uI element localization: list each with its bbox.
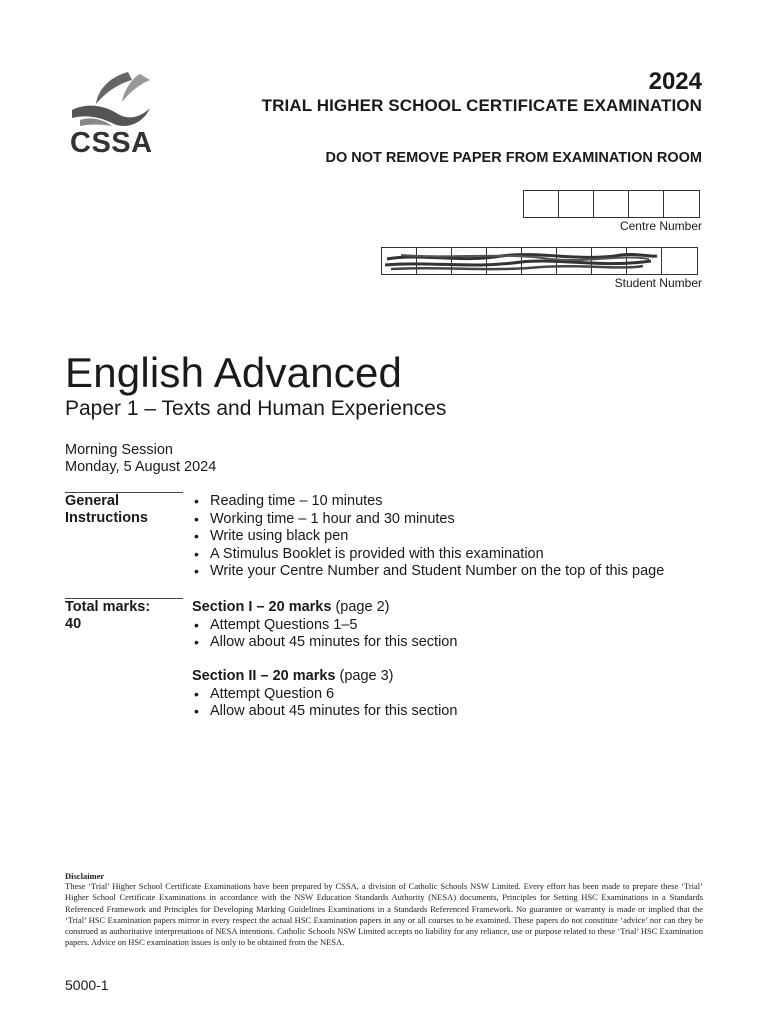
list-item: • Allow about 45 minutes for this section [192,634,457,652]
centre-number-label: Centre Number [619,219,702,233]
section-2 [192,668,457,721]
disclaimer-body: These ‘Trial’ Higher School Certificate Examinations have been prepared by CSSA, a division of Catholic Schools NSW Limited. Every effort has been made to prepare these ‘Trial’ Higher School Certificate Examinations in accordance with the NSW Education Standards Authority (NESA) documents, Principles for Setting HSC Examinations in a Standards Referenced Framework and Principles for Developing Marking Guidelines Examinations in a Standards Referenced Framework. No guarantee or warranty is made or implied that the ‘Trial’ HSC Examination papers mirror in every respect the actual HSC Examination papers in any or all courses to be examined. These papers do not constitute ‘advice’ nor can they be construed as authoritative interpretations of NESA intentions. Catholic Schools NSW Limited accepts no liability for any reliance, use or purpose related to these ‘Trial’ HSC Examination papers. Advice on HSC examination issues is only to be obtained from the NESA. [65,881,703,948]
exam-title: TRIAL HIGHER SCHOOL CERTIFICATE EXAMINATION [261,96,702,115]
list-item: • A Stimulus Booklet is provided with this examination [192,546,664,564]
centre-number-cell[interactable] [524,191,559,217]
paper-code: 5000-1 [65,977,109,993]
disclaimer [65,871,703,949]
subject-title: English Advanced [65,349,403,396]
session-info [65,442,216,476]
session-date: Monday, 5 August 2024 [65,459,217,475]
paper-subtitle: Paper 1 – Texts and Human Experiences [65,397,447,420]
centre-number-boxes[interactable] [523,190,700,218]
centre-number-cell[interactable] [594,191,629,217]
disclaimer-title: Disclaimer [65,871,105,881]
total-marks-value: 40 [65,616,82,632]
list-item: • Write your Centre Number and Student Number on the top of this page [192,563,664,581]
student-number-label: Student Number [614,276,702,290]
centre-number-cell[interactable] [629,191,664,217]
section-1 [192,599,457,652]
centre-number-cell[interactable] [559,191,594,217]
logo-text: CSSA [70,127,153,159]
section-page: (page 2) [331,599,390,615]
section-title: Section II – 20 marks [192,668,336,684]
list-item: • Attempt Question 6 [192,686,457,704]
exam-year: 2024 [648,68,702,95]
label-line: General [65,493,119,509]
do-not-remove-notice: DO NOT REMOVE PAPER FROM EXAMINATION ROOM [325,150,702,166]
redaction-scribble [381,247,671,275]
list-item: • Allow about 45 minutes for this section [192,703,457,721]
section-heading [192,599,457,617]
list-item: • Write using black pen [192,528,664,546]
list-item: • Attempt Questions 1–5 [192,617,457,635]
section-list [192,617,457,652]
section-page: (page 3) [335,668,394,684]
label-line: Instructions [65,510,148,526]
section-heading [192,668,457,686]
list-item: • Working time – 1 hour and 30 minutes [192,511,664,529]
total-marks [65,599,150,633]
section-list [192,686,457,721]
section-title: Section I – 20 marks [192,599,332,615]
centre-number-cell[interactable] [664,191,699,217]
session-name: Morning Session [65,442,173,458]
total-marks-label: Total marks: [65,599,151,615]
list-item: • Reading time – 10 minutes [192,493,664,511]
general-instructions-label [65,493,148,527]
general-instructions-list [192,493,664,581]
